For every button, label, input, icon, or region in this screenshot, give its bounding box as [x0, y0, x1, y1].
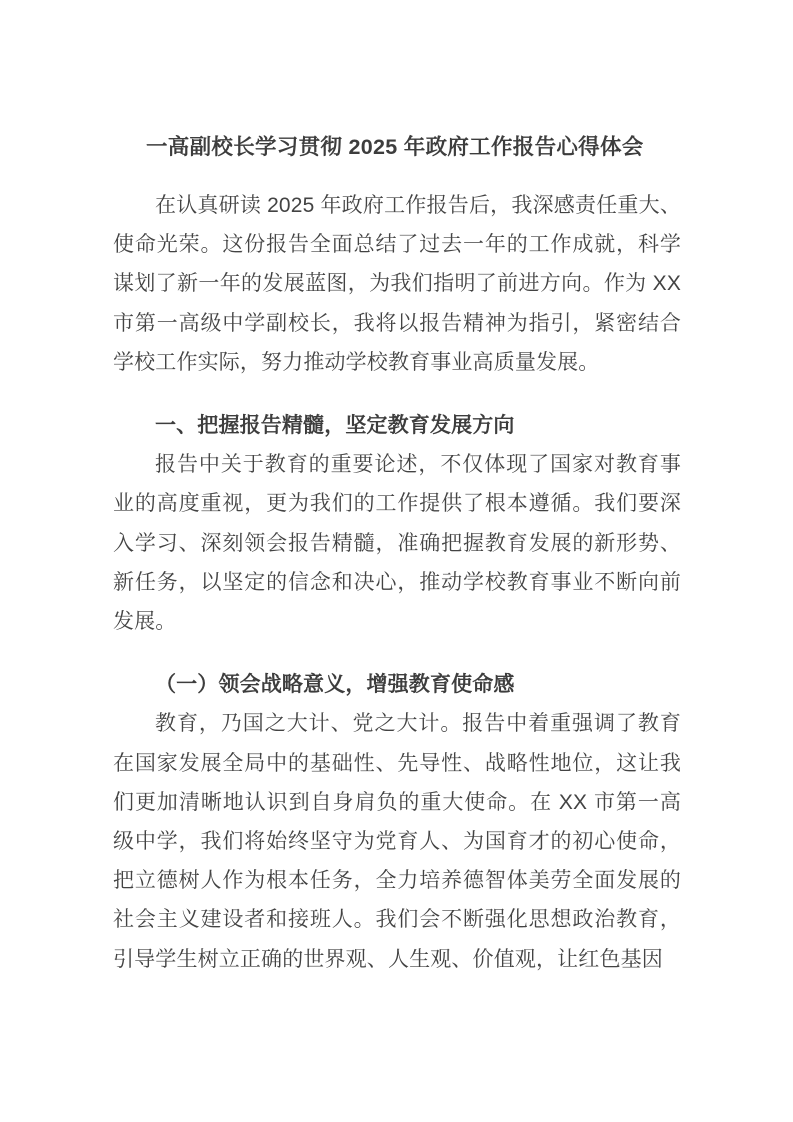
section-heading-1: 一、把握报告精髓，坚定教育发展方向 [155, 414, 515, 438]
paragraph-intro: 在认真研读 2025 年政府工作报告后，我深感责任重大、使命光荣。这份报告全面总结了过去一年的工作成就，科学谋划了新一年的发展蓝图，为我们指明了前进方向。作为 XX 市第一高级中学副校长，我将以报告精神为指引，紧密结合学校工作实际，努力推动学校教育事业高质量发展。 [113, 194, 681, 374]
paragraph-section-1-body: 报告中关于教育的重要论述，不仅体现了国家对教育事业的高度重视，更为我们的工作提供了根本遵循。我们要深入学习、深刻领会报告精髓，准确把握教育发展的新形势、新任务，以坚定的信念和决心，推动学校教育事业不断向前发展。 [113, 453, 681, 634]
subsection-heading-1-1: （一）领会战略意义，增强教育使命感 [155, 673, 515, 697]
document-content [113, 0, 681, 979]
paragraph-subsection-1-1-body: 教育，乃国之大计、党之大计。报告中着重强调了教育在国家发展全局中的基础性、先导性、战略性地位，这让我们更加清晰地认识到自身肩负的重大使命。在 XX 市第一高级中学，我们将始终坚守为党育人、为国育才的初心使命，把立德树人作为根本任务，全力培养德智体美劳全面发展的社会主义建设者和接班人。我们会不断强化思想政治教育，引导学生树立正确的世界观、人生观、价值观，让红色基因 [113, 712, 681, 971]
page-title: 一高副校长学习贯彻 2025 年政府工作报告心得体会 [146, 135, 644, 159]
